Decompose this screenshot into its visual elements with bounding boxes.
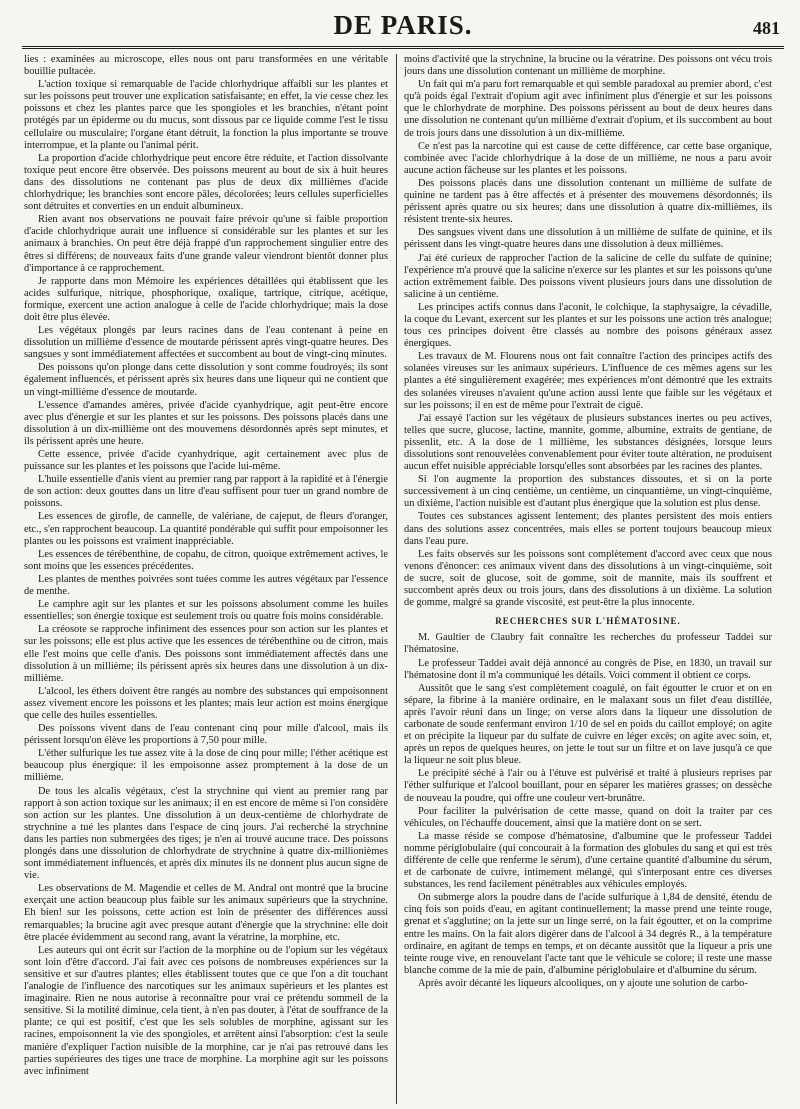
- paragraph: L'alcool, les éthers doivent être rangés au nombre des substances qui empoisonnent assez vivement encore les poissons et les plantes; mais leur action est moins énergique que celle des huiles essentielles.: [24, 685, 388, 721]
- paragraph: De tous les alcalis végétaux, c'est la strychnine qui vient au premier rang par rapport à son action toxique sur les animaux; il en est encore de même si l'on considère son action sur les plantes. Une dissolution à un deux-centième de chlorhydrate de strychnine a tué les plantes dans l'espace de cinq jours. J'ai recherché la strychnine dans les parties non submergées des tiges; je n'en ai trouvé aucune trace. Des poissons plongés dans une dissolution de chlorhydrate de strychnine à quatre dix-millionièmes sont immédiatement influencés, et après dix minutes ils ne donnent plus aucun signe de vie.: [24, 785, 388, 882]
- paragraph: Ce n'est pas la narcotine qui est cause de cette différence, car cette base organique, combinée avec l'acide chlorhydrique à la dose de un millième, ne nous a paru avoir aucune action fâcheuse sur les plantes et les poissons.: [404, 140, 772, 176]
- paragraph: lies : examinées au microscope, elles nous ont paru transformées en une véritable bouillie pultacée.: [24, 54, 388, 78]
- paragraph: Les observations de M. Magendie et celles de M. Andral ont montré que la brucine exerçait une action beaucoup plus faible sur les animaux supérieurs que la strychnine. Eh bien! sur les poissons, cette action est loin de présenter des différences aussi remarquables; la brucine agit avec presque autant d'énergie que la strychnine: elle doit être placée évidemment au second rang, avant la vératrine, la morphine, etc.: [24, 883, 388, 943]
- paragraph: Le professeur Taddei avait déjà annoncé au congrès de Pise, en 1830, un travail sur l'hématosine dont il m'a communiqué les détails. Voici comment il obtient ce corps.: [404, 657, 772, 681]
- paragraph: Un fait qui m'a paru fort remarquable et qui semble paradoxal au premier abord, c'est qu'à poids égal l'extrait d'opium agit avec infiniment plus d'énergie et sur les poissons que le chlorhydrate de morphine. Des poissons périssent au bout de deux heures dans une dissolution ne contenant qu'un millième d'extrait d'opium, et ils succombent au bout de trois jours dans une dissolution à un dix-millième.: [404, 79, 772, 139]
- left-column: [24, 54, 388, 1104]
- paragraph: L'huile essentielle d'anis vient au premier rang par rapport à la rapidité et à l'énergie de son action: deux gouttes dans un litre d'eau suffisent pour tuer un grand nombre de poissons.: [24, 474, 388, 510]
- paragraph: Je rapporte dans mon Mémoire les expériences détaillées qui établissent que les acides sulfurique, nitrique, phosphorique, oxalique, tartrique, citrique, acétique, formique, exercent une action analogue à celle de l'acide chlorhydrique; mais la dose doit être plus élevée.: [24, 275, 388, 323]
- paragraph: Après avoir décanté les liqueurs alcooliques, on y ajoute une solution de carbo-: [418, 977, 748, 989]
- paragraph: Les travaux de M. Flourens nous ont fait connaître l'action des principes actifs des solanées vireuses sur les animaux supérieurs. L'influence de ces mêmes agens sur les plantes a été singulièrement exagérée; mes expériences m'ont démontré que les extraits des solanées vireuses n'avaient qu'une action aussi lente que faible sur les végétaux et sur les poissons; il en est de même pour l'extrait de ciguë.: [404, 351, 772, 411]
- page-number: 481: [753, 18, 780, 38]
- page-title: DE PARIS.: [333, 10, 473, 40]
- paragraph: On submerge alors la poudre dans de l'acide sulfurique à 1,84 de densité, étendu de cinq fois son poids d'eau, en agitant continuellement; la masse prend une teinte rouge, grenat et s'agglutine; on la jette sur un linge serré, on la fait égoutter, et on la comprime entre les mains. On la fait alors digérer dans de l'alcool à 34 degrés R., à la température ordinaire, en agitant de temps en temps, et on décante aussitôt que la liqueur a pris une teinte rouge vive, en renouvelant l'acte tant que le véhicule se colore; il reste une masse blanche comme de la mie de pain, d'albumine périglobulaire et d'albumine du sérum.: [404, 892, 772, 976]
- paragraph: La créosote se rapproche infiniment des essences pour son action sur les plantes et sur les poissons; elle est plus active que les essences de térébenthine ou de citron, mais elle l'est moins que celle d'anis. Des poissons sont immédiatement affectés dans une dissolution à un millième; ils périssent après six heures dans une dissolution à un dix-millième.: [24, 624, 388, 684]
- column-divider: [396, 54, 397, 1104]
- header-rule: [22, 46, 784, 49]
- paragraph: moins d'activité que la strychnine, la brucine ou la vératrine. Des poissons ont vécu trois jours dans une dissolution contenant un millième de morphine.: [404, 54, 772, 78]
- paragraph: Les végétaux plongés par leurs racines dans de l'eau contenant à peine en dissolution un millième d'essence de moutarde périssent après vingt-quatre heures. Des sangsues y sont immédiatement affectées et succombent au bout de vingt-cinq minutes.: [24, 325, 388, 361]
- paragraph: La proportion d'acide chlorhydrique peut encore être réduite, et l'action dissolvante toxique peut encore être observée. Des poissons meurent au bout de six à huit heures dans des dissolutions ne contenant pas plus de deux dix millièmes d'acide chlorhydrique; les branchies sont encore pâles, décolorées; leurs cellules superficielles sont détruites et converties en un enduit albumineux.: [24, 152, 388, 213]
- paragraph: Pour faciliter la pulvérisation de cette masse, quand on doit la traiter par ces véhicules, on l'échauffe doucement, ainsi que la matière dont on se sert.: [404, 805, 772, 829]
- paragraph: Les essences de térébenthine, de copahu, de citron, quoique extrêmement actives, le sont moins que les essences précédentes.: [24, 548, 388, 572]
- paragraph: La masse réside se compose d'hématosine, d'albumine que le professeur Taddei nomme périglobulaire (qui concourait à la formation des globules du sang et qui est très différente de celle que renferme le sérum), d'une certaine quantité d'albumine du sérum, et de carbonate de cuivre, intimement mélangé, qui s'interposant entre ces diverses substances, les rend facilement pénétrables aux véhicules employés.: [404, 830, 772, 891]
- paragraph: Les plantes de menthes poivrées sont tuées comme les autres végétaux par l'essence de menthe.: [24, 573, 388, 598]
- paragraph: Des poissons qu'on plonge dans cette dissolution y sont comme foudroyés; ils sont également influencés, et périssent après six heures dans une liqueur qui ne contient que un vingt-millième d'essence de moutarde.: [24, 362, 388, 398]
- paragraph: M. Gaultier de Claubry fait connaître les recherches du professeur Taddei sur l'hématosine.: [404, 632, 772, 656]
- paragraph: Des sangsues vivent dans une dissolution à un millième de sulfate de quinine, et ils périssent dans les vingt-quatre heures dans une dissolution à deux millièmes.: [404, 227, 772, 251]
- paragraph: Les principes actifs connus dans l'aconit, le colchique, la staphysaigre, la cévadille, la coque du Levant, exercent sur les plantes et sur les poissons une action très analogue; tous ces principes doivent être classés au nombre des poisons généraux assez énergiques.: [404, 301, 772, 350]
- section-heading: RECHERCHES SUR L'HÉMATOSINE.: [495, 616, 681, 627]
- paragraph: Les auteurs qui ont écrit sur l'action de la morphine ou de l'opium sur les végétaux sont loin d'être d'accord. J'ai fait avec ces poisons de nombreuses expériences sur la sensitive et sur d'autres plantes; elles établissent toutes que ce que l'on a dit touchant l'analogie de l'influence des narcotiques sur les animaux supérieurs et les plantes est imaginaire. Rien ne nous autorise à reconnaître pour vrai ce prétendu sommeil de la sensitive. Si la motilité diminue, cela tient, à n'en pas douter, à l'état de souffrance de la plante; ce qui est positif, c'est que les sels solubles de morphine, agissant sur les racines, empoisonnent la vie des spongioles, et arrêtent ainsi l'absorption: c'est la seule manière d'expliquer l'action nuisible de la morphine, car je n'ai pas retrouvé dans les parties supérieures des tiges une trace de morphine. La morphine agit sur les poissons avec infiniment: [24, 944, 388, 1077]
- paragraph: L'essence d'amandes amères, privée d'acide cyanhydrique, agit peut-être encore avec plus d'énergie et sur les plantes et sur les poissons. Des poissons placés dans une dissolution à un dix-millième ont des mouvemens désordonnés après sept minutes, et ils périssent après une heure.: [24, 399, 388, 447]
- page-header: [22, 6, 784, 46]
- paragraph: Toutes ces substances agissent lentement; des plantes persistent des mois entiers dans des solutions assez concentrées, mais elles se portent toujours beaucoup mieux dans l'eau pure.: [404, 511, 772, 547]
- paragraph: Les faits observés sur les poissons sont complètement d'accord avec ceux que nous venons d'énoncer: ces animaux vivent dans des dissolutions à un vingt-cinquième, soit de sucre, soit de glucose, soit de gomme, soit de mannite, mais ils souffrent et succombent après deux ou trois jours, dans des dissolutions à un dixième. La solution de gomme, malgré sa grande viscosité, est peut-être la plus innocente.: [404, 548, 772, 609]
- paragraph: J'ai été curieux de rapprocher l'action de la salicine de celle du sulfate de quinine; l'expérience m'a prouvé que la salicine n'exerce sur les plantes et sur les poissons qu'une action extrêmement faible. Des poissons vivent plusieurs jours dans une dissolution de salicine à un centième.: [404, 252, 772, 300]
- paragraph: J'ai essayé l'action sur les végétaux de plusieurs substances inertes ou peu actives, telles que sucre, glucose, lactine, mannite, gomme, albumine, extraits de gentiane, de pissenlit, etc. A la dose de 1 millième, les substances désignées, lorsque leurs dissolutions sont renouvelées convenablement pour éviter toute altération, ne produisent aucun effet nuisible appréciable lorsqu'elles sont absorbées par les racines des plantes.: [404, 412, 772, 473]
- paragraph: L'éther sulfurique les tue assez vite à la dose de cinq pour mille; l'éther acétique est beaucoup plus énergique: il les empoisonne assez promptement à la dose de un millième.: [24, 748, 388, 784]
- paragraph: Cette essence, privée d'acide cyanhydrique, agit certainement avec plus de puissance sur les plantes et les poissons que l'acide lui-même.: [24, 449, 388, 473]
- paragraph: Des poissons vivent dans de l'eau contenant cinq pour mille d'alcool, mais ils périssent lorsqu'on élève les proportions à 7,50 pour mille.: [24, 723, 388, 747]
- paragraph: Des poissons placés dans une dissolution contenant un millième de sulfate de quinine ne tardent pas à être affectés et à présenter des mouvemens désordonnés; ils périssent après quatre ou six heures; dans une dissolution à quatre dix-millièmes, ils résistent trente-six heures.: [404, 177, 772, 226]
- paragraph: Le précipité séché à l'air ou à l'étuve est pulvérisé et traité à plusieurs reprises par l'éther sulfurique et l'alcool bouillant, pour en séparer les matières grasses; on dessèche de nouveau la poudre, qui offre une couleur vert-brunâtre.: [404, 768, 772, 804]
- paragraph: Aussitôt que le sang s'est complètement coagulé, on fait égoutter le cruor et on en sépare, la fibrine à la manière ordinaire, en le malaxant sous un filet d'eau distillée, après l'avoir réuni dans un linge; on verse alors dans la liqueur une dissolution de carbonate de soude renfermant environ 1/10 de sel en poids du caillot employé; on agite et on précipite la liqueur par du sulfate de cuivre en léger excès; on agite avec soin, et, après un repos de quelques heures, on jette le tout sur un filtre et on lave jusqu'à ce que la liqueur ne soit plus bleue.: [404, 682, 772, 767]
- paragraph: L'action toxique si remarquable de l'acide chlorhydrique affaibli sur les plantes et sur les poissons peut trouver une explication satisfaisante; en effet, la vie cesse chez les poissons et chez les plantes parce que les spongioles et les branchies, n'étant point protégés par un épiderme ou du mucus, sont dissous par ce liquide comme l'est le tissu cellulaire ou musculaire; l'organe étant détruit, la fonction la plus importante se trouve interrompue, et la plante ou l'animal périt.: [24, 79, 388, 151]
- paragraph: Rien avant nos observations ne pouvait faire prévoir qu'une si faible proportion d'acide chlorhydrique aurait une influence si considérable sur les plantes et sur les animaux à branchies. On peut être déjà frappé d'un rapprochement singulier entre des êtres si différens; de nouveaux faits d'une grande valeur viendront bientôt donner plus d'importance à ce rapprochement.: [24, 214, 388, 274]
- right-column: [404, 54, 772, 1104]
- paragraph: Si l'on augmente la proportion des substances dissoutes, et si on la porte successivement à un cinq centième, un centième, un cinquantième, un vingt-cinquième, un dixième, l'action nuisible est d'autant plus énergique que la solution est plus dense.: [404, 474, 772, 510]
- paragraph: Le camphre agit sur les plantes et sur les poissons absolument comme les huiles essentielles; son énergie toxique est seulement trois ou quatre fois moins considérable.: [24, 599, 388, 623]
- paragraph: Les essences de girofle, de cannelle, de valériane, de cajeput, de fleurs d'oranger, etc., s'en rapprochent beaucoup. La quantité pondérable qui suffit pour empoisonner les plantes ou les poissons est vraiment inappréciable.: [24, 511, 388, 547]
